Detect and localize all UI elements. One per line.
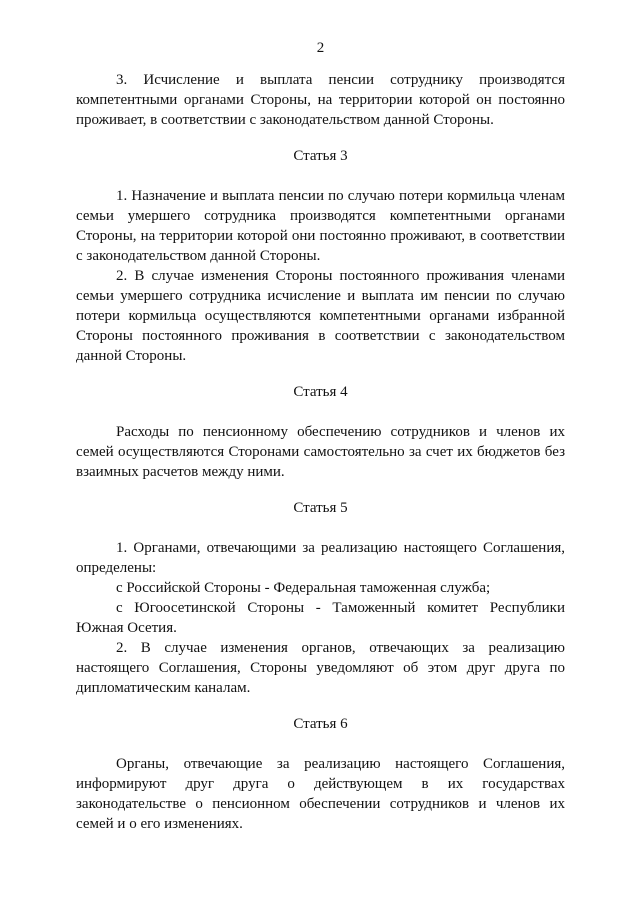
page-number: 2 [316,40,325,56]
article-4 [76,382,565,482]
article-heading: Статья 6 [293,716,348,732]
article-heading: Статья 4 [293,384,348,400]
article-heading: Статья 5 [293,500,348,516]
article-6 [76,714,565,834]
paragraph: 2. В случае изменения Стороны постоянного проживания членами семьи умершего сотрудника исчисление и выплата им пенсии по случаю потери кормильца осуществляются компетентными органами избранной Стороны постоянного проживания в соответствии с законодательством данной Стороны. [76,268,565,364]
paragraph: с Югоосетинской Стороны - Таможенный комитет Республики Южная Осетия. [76,600,565,636]
article-3 [76,146,565,366]
article-5 [76,498,565,698]
paragraph: 3. Исчисление и выплата пенсии сотруднику производятся компетентными органами Стороны, на территории которой он постоянно проживает, в соответствии с законодательством данной Стороны. [76,72,565,128]
paragraph: 2. В случае изменения органов, отвечающих за реализацию настоящего Соглашения, Стороны уведомляют об этом друг друга по дипломатическим каналам. [76,640,565,696]
paragraph: Расходы по пенсионному обеспечению сотрудников и членов их семей осуществляются Сторонами самостоятельно за счет их бюджетов без взаимных расчетов между ними. [76,424,565,480]
article-2-continuation [76,70,565,130]
article-heading: Статья 3 [293,148,348,164]
paragraph: 1. Органами, отвечающими за реализацию настоящего Соглашения, определены: [76,540,565,576]
paragraph: 1. Назначение и выплата пенсии по случаю потери кормильца членам семьи умершего сотрудника производятся компетентными органами Стороны, на территории которой они постоянно проживают, в соответствии с законодательством данной Стороны. [76,188,565,264]
paragraph: Органы, отвечающие за реализацию настоящего Соглашения, информируют друг друга о действующем в их государствах законодательстве о пенсионном обеспечении сотрудников и членов их семей и о его изменениях. [76,756,565,832]
paragraph: с Российской Стороны - Федеральная таможенная служба; [116,580,491,596]
